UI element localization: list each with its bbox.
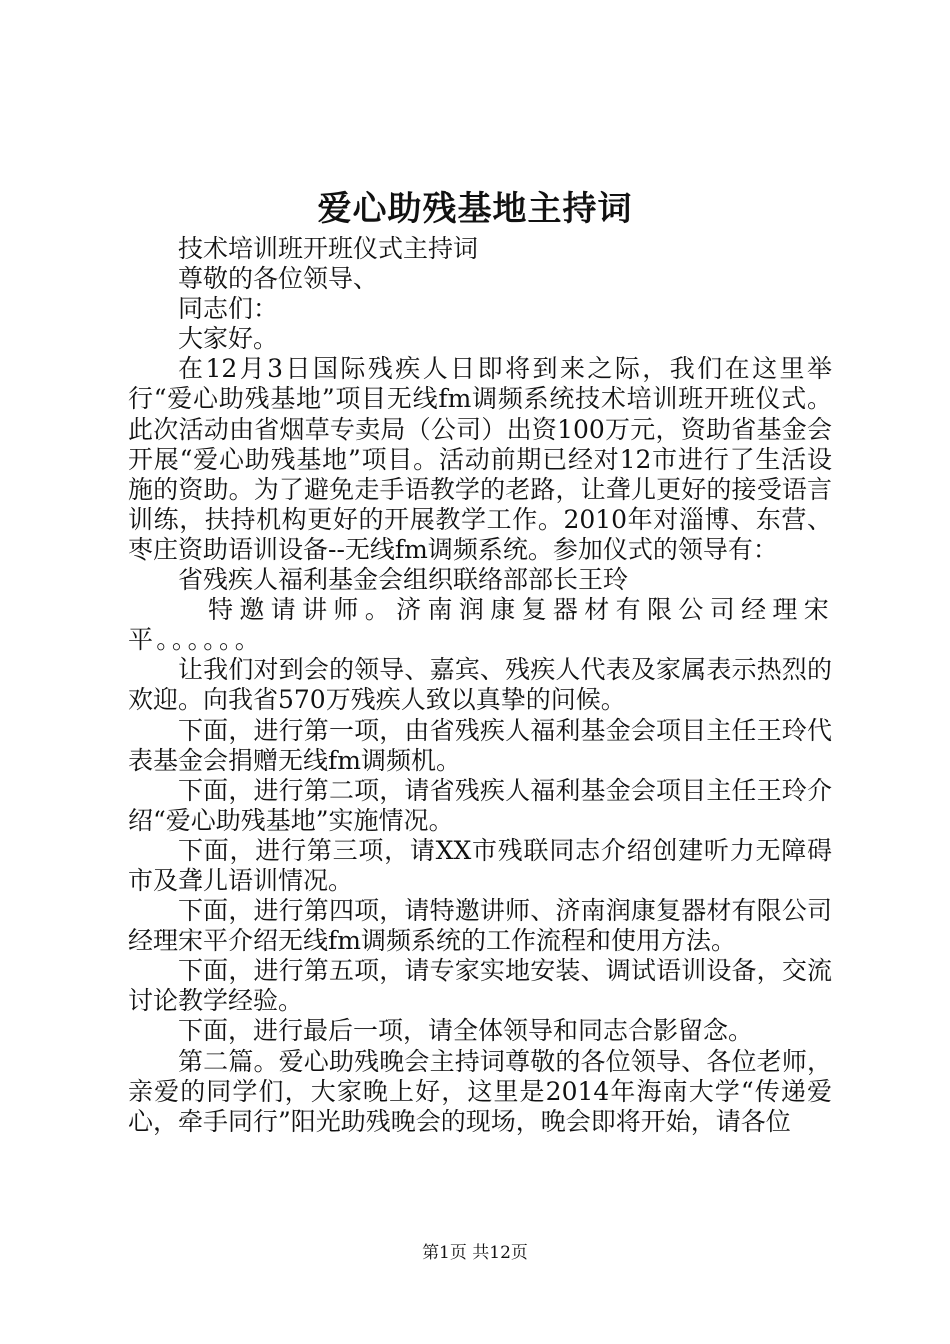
- paragraph-subtitle: 技术培训班开班仪式主持词: [178, 234, 479, 263]
- page-footer: 第1页 共12页: [422, 1243, 528, 1263]
- document-title: 爱心助残基地主持词: [317, 189, 633, 229]
- paragraph-leader: 省残疾人福利基金会组织联络部部长王玲: [178, 565, 629, 595]
- paragraph-item-last: 下面，进行最后一项，请全体领导和同志合影留念。: [178, 1016, 754, 1046]
- paragraph-salutation-2: 同志们：: [178, 294, 279, 324]
- paragraph-intro: 在12月3日国际残疾人日即将到来之际，我们在这里举行“爱心助残基地”项目无线fm调频系统技术培训班开班仪式。此次活动由省烟草专卖局（公司）出资100万元，资助省基金会开展“爱心助残基地”项目。活动前期已经对12市进行了生活设施的资助。为了避免走手语教学的老路，让聋儿更好的接受语言训练，扶持机构更好的开展教学工作。2010年对淄博、东营、枣庄资助语训设备--无线fm调频系统。参加仪式的领导有：: [128, 354, 832, 564]
- paragraph-greeting: 大家好。: [178, 324, 279, 354]
- paragraph-second-part: 第二篇。爱心助残晚会主持词尊敬的各位领导、各位老师，亲爱的同学们，大家晚上好，这里是2014年海南大学“传递爱心，牵手同行”阳光助残晚会的现场，晚会即将开始，请各位: [128, 1046, 832, 1136]
- paragraph-welcome: 让我们对到会的领导、嘉宾、残疾人代表及家属表示热烈的欢迎。向我省570万残疾人致以真挚的问候。: [128, 655, 832, 715]
- document-body: [128, 234, 832, 1137]
- paragraph-lecturer: 特邀请讲师。济南润康复器材有限公司经理宋平。。。。。。: [128, 595, 832, 655]
- paragraph-item-1: 下面，进行第一项，由省残疾人福利基金会项目主任王玲代表基金会捐赠无线fm调频机。: [128, 715, 832, 775]
- paragraph-salutation: 尊敬的各位领导、: [178, 264, 379, 294]
- paragraph-item-2: 下面，进行第二项，请省残疾人福利基金会项目主任王玲介绍“爱心助残基地”实施情况。: [128, 775, 832, 835]
- paragraph-item-3: 下面，进行第三项，请XX市残联同志介绍创建听力无障碍市及聋儿语训情况。: [128, 835, 832, 895]
- paragraph-item-5: 下面，进行第五项，请专家实地安装、调试语训设备，交流讨论教学经验。: [128, 956, 832, 1016]
- paragraph-item-4: 下面，进行第四项，请特邀讲师、济南润康复器材有限公司经理宋平介绍无线fm调频系统的工作流程和使用方法。: [128, 896, 832, 956]
